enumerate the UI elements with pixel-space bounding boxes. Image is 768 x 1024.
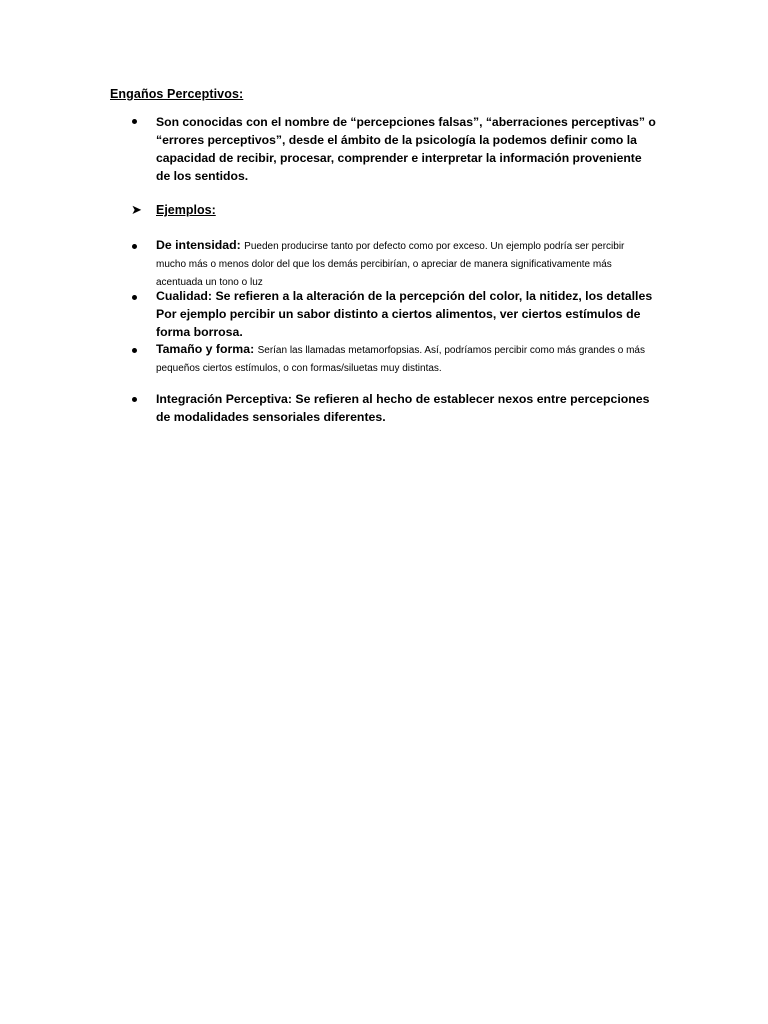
item-text: Serían las llamadas metamorfopsias. Así, podríamos percibir como más grandes o más pequeños ciertos estímulos, o con formas/siluetas muy distintas. [156,345,645,374]
examples-heading: Ejemplos: [156,203,216,217]
page-title: Engaños Perceptivos: [110,87,244,101]
bullet-dot-icon [132,295,137,300]
arrow-bullet-icon: ➤ [131,202,142,217]
item-text: Pueden producirse tanto por defecto como por exceso. Un ejemplo podría ser percibir mucho más o menos dolor del que los demás percibirían, o apreciar de manera significativamente más acentuada un tono o luz [156,241,625,288]
item-label: Tamaño y forma: [156,342,255,356]
bullet-dot-icon [132,119,137,124]
intro-paragraph: Son conocidas con el nombre de “percepciones falsas”, “aberraciones perceptivas” o “errores perceptivos”, desde el ámbito de la psicología la podemos definir como la capacidad de recibir, procesar, comprender e interpretar la información proveniente de los sentidos. [156,115,656,183]
item-text: Se refieren al hecho de establecer nexos entre percepciones de modalidades sensoriales diferentes. [156,392,650,424]
item-paragraph [156,237,656,291]
bullet-dot-icon [132,348,137,353]
bullet-dot-icon [132,397,137,402]
item-paragraph [156,390,656,426]
item-label: Cualidad: [156,289,213,303]
bullet-dot-icon [132,244,137,249]
item-label: Integración Perceptiva: [156,392,292,406]
item-label: De intensidad: [156,238,241,252]
item-text: Se refieren a la alteración de la percepción del color, la nitidez, los detalles Por ejemplo percibir un sabor distinto a ciertos alimentos, ver ciertos estímulos de forma borrosa. [156,289,653,339]
item-paragraph [156,287,656,341]
item-paragraph [156,341,656,377]
